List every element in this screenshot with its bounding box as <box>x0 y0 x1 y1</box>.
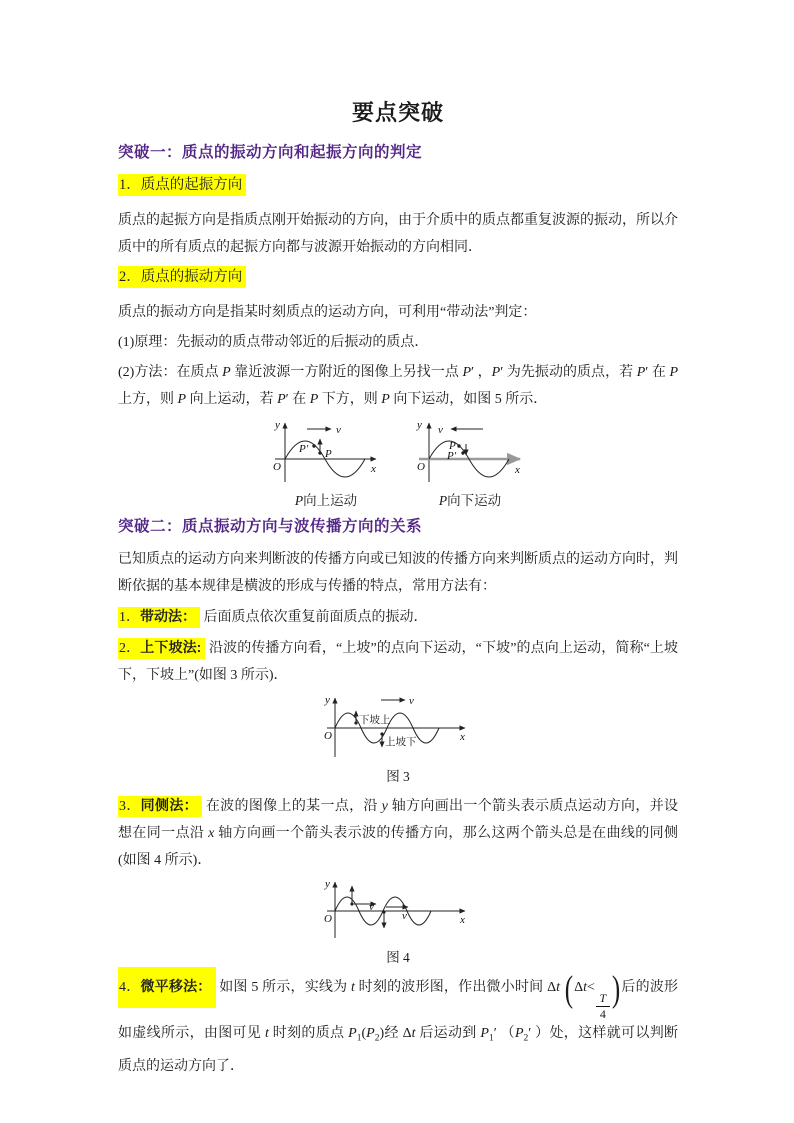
x-axis-label: x <box>460 914 465 926</box>
item2-label-highlight: 2．质点的振动方向 <box>118 266 246 288</box>
figure3-caption: 图 3 <box>386 769 410 784</box>
p-label: P <box>449 440 456 452</box>
method1-body: 后面质点依次重复前面质点的振动． <box>203 610 428 625</box>
less-than-sign: < <box>586 980 595 995</box>
uphill-down-label: 上坡下 <box>385 737 417 748</box>
origin-label: O <box>273 461 281 473</box>
wave-diagram-p-up <box>267 416 385 486</box>
p-label: P <box>325 448 332 460</box>
velocity-label: v <box>409 695 414 707</box>
section1-heading: 突破一：质点的振动方向和起振方向的判定 <box>118 144 423 161</box>
figure5-right <box>411 416 529 510</box>
method1-name: 带动法： <box>140 608 196 624</box>
x-axis-label: x <box>371 463 376 475</box>
method2-name: 上下坡法: <box>140 639 202 655</box>
fraction-numerator: T <box>599 991 607 1005</box>
t-variable: t <box>583 980 587 995</box>
figure5-left-caption: P向上运动 <box>294 493 358 508</box>
wave-diagram-slopes <box>323 692 473 762</box>
p-prime-label: P′ <box>447 450 457 462</box>
method2-highlight <box>118 638 205 659</box>
section2-heading: 突破二：质点振动方向与波传播方向的关系 <box>118 518 423 535</box>
method4-paragraph <box>118 969 679 1080</box>
paren-open: ( <box>564 969 574 1010</box>
method1-line <box>118 603 678 631</box>
y-axis-label: y <box>325 878 330 890</box>
method2-line <box>118 634 678 689</box>
wave-diagram-same-side <box>323 877 473 943</box>
item2-label-line <box>118 264 678 291</box>
method4-text-before: 如图 5 所示，实线为 t 时刻的波形图，作出微小时间 Δt <box>219 980 561 995</box>
method3-body: 在波的图像上的某一点，沿 y 轴方向画出一个箭头表示质点运动方向，并设想在同一点沿 x 轴方向画一个箭头表示波的传播方向，那么这两个箭头总是在曲线的同侧(如图 4 所示)． <box>118 799 679 868</box>
method3-line <box>118 792 678 874</box>
p-prime-label: P′ <box>299 443 309 455</box>
principle-paragraph: (1)原理：先振动的质点带动邻近的后振动的质点． <box>118 335 429 350</box>
origin-label: O <box>417 461 425 473</box>
method2-number: 2． <box>119 641 141 656</box>
point2-velocity-label: v <box>402 910 407 922</box>
figure5-left <box>267 416 385 510</box>
method1-highlight <box>118 607 200 628</box>
wave-diagram-p-down <box>411 416 529 486</box>
x-axis-label: x <box>515 464 520 476</box>
figure5-right-caption: P向下运动 <box>438 493 502 508</box>
figure5-row <box>118 416 678 510</box>
method3-name: 同侧法： <box>140 797 198 813</box>
origin-label: O <box>324 730 332 742</box>
x-axis-label: x <box>460 731 465 743</box>
method3-highlight <box>118 796 202 817</box>
method4-number: 4． <box>119 980 141 995</box>
method2-body: 沿波的传播方向看，“上坡”的点向下运动，“下坡”的点向上运动，简称“上坡下，下坡上”(如图 3 所示)． <box>118 641 679 683</box>
particle-dot-p-prime <box>312 444 315 447</box>
figure4-block <box>118 877 678 967</box>
method4-highlight <box>118 967 216 1008</box>
point1-velocity-label: v <box>369 901 374 913</box>
downhill-up-label: 下坡上 <box>359 715 391 726</box>
figure3-block <box>118 692 678 786</box>
item1-body: 质点的起振方向是指质点刚开始振动的方向，由于介质中的质点都重复波源的振动，所以介质中的所有质点的起振方向都与波源开始振动的方向相同． <box>118 213 678 255</box>
method3-number: 3． <box>119 799 141 814</box>
method4-name: 微平移法： <box>140 978 212 994</box>
delta-symbol: Δ <box>574 980 584 995</box>
paren-close: ) <box>611 969 621 1010</box>
particle-dot-p-prime <box>461 451 464 454</box>
origin-label: O <box>324 913 332 925</box>
period-quarter-fraction <box>596 992 610 1020</box>
item2-body: 质点的振动方向是指某时刻质点的运动方向，可利用“带动法”判定： <box>118 305 537 320</box>
item1-label-line <box>118 172 678 199</box>
item1-label-highlight: 1．质点的起振方向 <box>118 174 246 196</box>
method-paragraph: (2)方法：在质点 P 靠近波源一方附近的图像上另找一点 P′ ，P′ 为先振动的质点，若 P′ 在 P 上方，则 P 向上运动，若 P′ 在 P 下方，则 P 向下运动，如图 5 所示． <box>118 365 679 407</box>
y-axis-label: y <box>275 419 280 431</box>
particle-dot-p <box>457 444 460 447</box>
figure4-caption: 图 4 <box>386 950 410 965</box>
method4-text-after: 后的波形如虚线所示，由图可见 t 时刻的质点 $P_1(P_2)$经 Δt 后运动到 $P_1'$ （$P_2'$ ）处，这样就可以判断质点的运动方向了． <box>118 980 679 1074</box>
velocity-label: v <box>336 424 341 436</box>
y-axis-label: y <box>325 694 330 706</box>
method1-number: 1． <box>119 610 140 625</box>
section2-intro: 已知质点的运动方向来判断波的传播方向或已知波的传播方向来判断质点的运动方向时，判断依据的基本规律是横波的形成与传播的特点，常用方法有： <box>118 552 678 594</box>
fraction-denominator: 4 <box>596 1006 610 1021</box>
y-axis-label: y <box>417 419 422 431</box>
velocity-label: v <box>438 424 443 436</box>
page-title: 要点突破 <box>351 100 444 125</box>
